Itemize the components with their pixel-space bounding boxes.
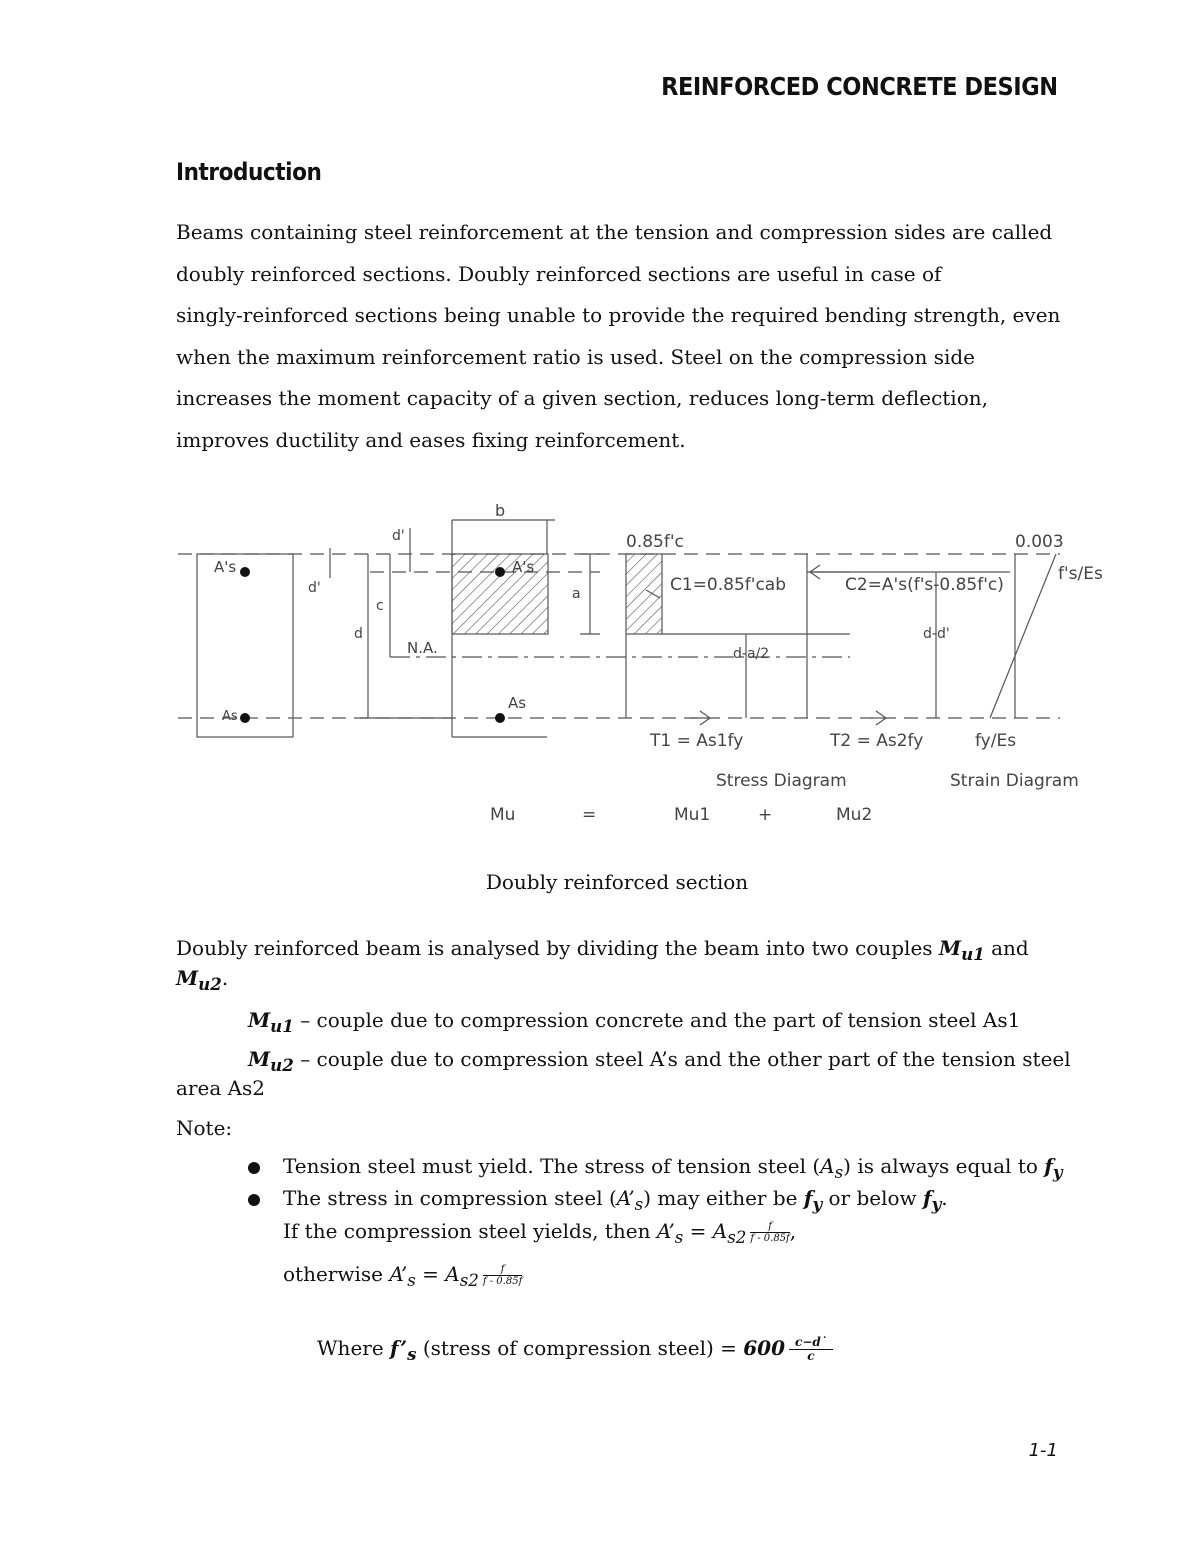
label-Mu: Mu <box>490 805 516 825</box>
bullet-icon <box>248 1194 260 1206</box>
label-085fc: 0.85f'c <box>626 532 684 552</box>
yield-numerator: f <box>750 1221 789 1233</box>
page-number: 1-1 <box>1028 1440 1058 1461</box>
label-dprime: d' <box>392 528 405 544</box>
yield-end: , <box>789 1219 797 1243</box>
where-numerator: c−d˙ <box>789 1336 833 1350</box>
Mu2-definition-cont: area As2 <box>176 1076 266 1100</box>
other-As: A’ <box>389 1262 408 1286</box>
Mu1-subscript: u1 <box>270 1016 294 1036</box>
yield-eq: = <box>683 1219 713 1243</box>
b1-fy: f <box>1044 1154 1053 1178</box>
where-denominator: c <box>807 1349 815 1363</box>
other-eq: = <box>415 1262 446 1286</box>
stress-block <box>626 554 662 634</box>
intro-line: increases the moment capacity of a given section, reduces long-term deflection, <box>176 386 988 410</box>
beam-section <box>197 554 293 737</box>
intro-line: Beams containing steel reinforcement at the tension and compression sides are called <box>176 220 1053 244</box>
intro-line: singly-reinforced sections being unable to provide the required bending strength, even <box>176 303 1061 327</box>
yield-fraction <box>750 1221 789 1244</box>
doubly-reinforced-diagram <box>170 498 1120 838</box>
bullet-compression-steel <box>283 1186 948 1214</box>
b2-fy: f <box>803 1186 813 1210</box>
other-As-sub: s <box>407 1271 416 1290</box>
yield-As: A’ <box>656 1219 675 1243</box>
label-As-prime: A's <box>214 558 237 576</box>
section-heading: Introduction <box>176 158 322 186</box>
other-A: A <box>445 1262 460 1286</box>
where-fraction <box>789 1336 833 1363</box>
Mu1-def-text: – couple due to compression concrete and the part of tension steel As1 <box>293 1008 1021 1032</box>
comp-steel-bar <box>240 567 250 577</box>
b2-mid: ) may either be <box>643 1186 804 1210</box>
Mu2-symbol: M <box>248 1047 271 1071</box>
where-equation <box>317 1336 833 1364</box>
diagram-svg <box>170 498 1120 838</box>
comp-steel-bar-2 <box>495 567 505 577</box>
other-text: otherwise <box>283 1262 390 1286</box>
where-f: f’ <box>390 1336 408 1360</box>
Mu1-symbol: M <box>938 936 962 960</box>
Mu1-definition <box>248 1008 1020 1036</box>
label-d: d <box>354 626 363 642</box>
label-Mu2: Mu2 <box>836 805 873 825</box>
label-T2: T2 = As2fy <box>830 731 924 751</box>
tension-steel-bar-2 <box>495 713 505 723</box>
label-c: c <box>376 598 384 614</box>
analysis-line <box>176 936 1029 964</box>
intro-line: improves ductility and eases fixing reinforcement. <box>176 427 686 452</box>
label-b: b <box>495 501 506 520</box>
tension-steel-bar <box>240 713 250 723</box>
b1-fy-sub: y <box>1052 1162 1063 1182</box>
label-C1: C1=0.85f'cab <box>670 575 786 595</box>
Mu1-symbol: M <box>248 1008 271 1032</box>
label-d-dprime: d-d' <box>923 626 950 642</box>
b2-or: or below <box>822 1186 923 1210</box>
label-As-prime-2: A's <box>512 558 535 576</box>
label-d-a2: d-a/2 <box>733 646 770 662</box>
running-header: REINFORCED CONCRETE DESIGN <box>661 72 1058 101</box>
label-fyEs: fy/Es <box>975 731 1017 751</box>
label-T1: T1 = As1fy <box>650 731 744 751</box>
other-denominator: f - 0.85f <box>482 1276 523 1287</box>
label-na: N.A. <box>407 639 438 657</box>
yield-A: A <box>712 1219 728 1243</box>
label-eq: = <box>582 805 597 825</box>
b2-fy2: f <box>923 1186 932 1210</box>
other-fraction <box>483 1264 522 1287</box>
yield-As-sub: s <box>674 1228 684 1247</box>
b1-tail: ) is always equal to <box>843 1154 1045 1178</box>
yield-equation <box>283 1219 796 1247</box>
otherwise-equation <box>283 1262 522 1290</box>
Mu2-definition <box>248 1047 1071 1075</box>
Mu2-subscript: u2 <box>198 974 222 994</box>
b1-As-sub: s <box>834 1163 844 1182</box>
Mu1-subscript: u1 <box>961 944 985 964</box>
bullet-icon <box>248 1162 260 1174</box>
b2-end: . <box>941 1186 948 1210</box>
Mu2-def-text: – couple due to compression steel A’s and the other part of the tension steel <box>293 1047 1071 1071</box>
b2-As: A’ <box>616 1186 635 1210</box>
label-dprime-2: d' <box>308 580 321 596</box>
note-label: Note: <box>176 1116 233 1140</box>
b2-As-sub: s <box>634 1195 644 1214</box>
label-fsEs: f's/Es <box>1058 564 1103 584</box>
yield-denominator: f - 0.85f <box>750 1233 790 1244</box>
intro-paragraph <box>176 212 1066 461</box>
label-plus: + <box>758 805 773 825</box>
Mu2-subscript: u2 <box>270 1055 294 1075</box>
b1-As: A <box>820 1154 835 1178</box>
Mu2-symbol: M <box>176 966 199 990</box>
intro-line: doubly reinforced sections. Doubly reinforced sections are useful in case of <box>176 261 942 286</box>
where-desc: (stress of compression steel) = <box>416 1336 744 1360</box>
where-600: 600 <box>743 1336 786 1360</box>
label-As-2: As <box>508 694 527 712</box>
yield-text: If the compression steel yields, then <box>283 1219 657 1243</box>
other-A-sub: s2 <box>459 1271 479 1290</box>
figure-caption: Doubly reinforced section <box>485 870 749 894</box>
where-text: Where <box>317 1336 391 1360</box>
label-a: a <box>572 586 581 602</box>
label-Mu1: Mu1 <box>674 805 711 825</box>
analysis-text: Doubly reinforced beam is analysed by dividing the beam into two couples <box>176 936 939 960</box>
yield-A-sub: s2 <box>727 1228 747 1247</box>
analysis-and: and <box>984 936 1029 960</box>
label-strain-diagram: Strain Diagram <box>950 771 1079 791</box>
b2-text: The stress in compression steel ( <box>283 1186 617 1210</box>
where-f-sub: s <box>407 1344 417 1364</box>
other-numerator: f <box>483 1264 522 1276</box>
b2-fy2-sub: y <box>931 1194 942 1214</box>
intro-line: when the maximum reinforcement ratio is used. Steel on the compression side <box>176 344 976 369</box>
b2-fy-sub: y <box>812 1194 823 1214</box>
analysis-line-2: $M_{u2}$. <box>176 966 229 994</box>
label-003: 0.003 <box>1015 532 1064 552</box>
b1-text: Tension steel must yield. The stress of tension steel ( <box>283 1154 821 1178</box>
label-As: As <box>222 709 238 724</box>
bullet-tension-steel <box>283 1154 1063 1182</box>
label-C2: C2=A's(f's-0.85f'c) <box>845 575 1004 595</box>
label-stress-diagram: Stress Diagram <box>716 771 847 791</box>
